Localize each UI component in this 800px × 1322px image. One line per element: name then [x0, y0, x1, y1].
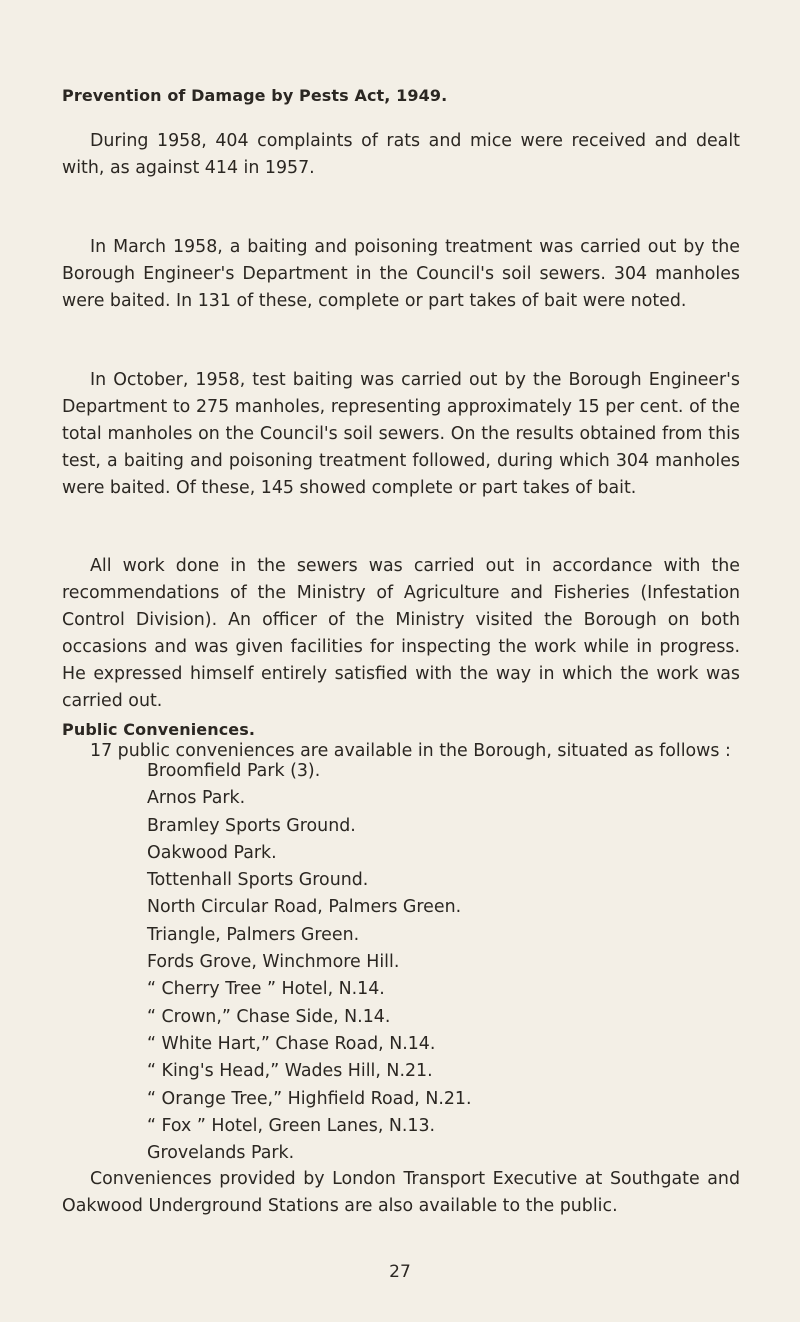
- list-item: North Circular Road, Palmers Green.: [147, 897, 462, 918]
- list-item: “ King's Head,” Wades Hill, N.21.: [147, 1061, 433, 1082]
- section-heading-public-conveniences: Public Conveniences.: [62, 720, 256, 739]
- paragraph-london-transport: Conveniences provided by London Transport Executive at Southgate and Oakwood Underground Stations are also available to the public.: [62, 1169, 740, 1216]
- list-item: Triangle, Palmers Green.: [147, 924, 360, 945]
- list-item: “ Cherry Tree ” Hotel, N.14.: [147, 979, 385, 1000]
- list-item: Fords Grove, Winchmore Hill.: [147, 952, 400, 973]
- paragraph-march-treatment: In March 1958, a baiting and poisoning treatment was carried out by the Borough Engineer's Department in the Council's soil sewers. 304 manholes were baited. In 131 of these, complete or part takes of bait were noted.: [62, 237, 740, 311]
- list-item: Broomfield Park (3).: [147, 761, 321, 781]
- list-item: Tottenhall Sports Ground.: [147, 870, 369, 891]
- list-item: “ Fox ” Hotel, Green Lanes, N.13.: [147, 1115, 436, 1136]
- page-number: 27: [389, 1262, 411, 1282]
- paragraph-october-treatment: In October, 1958, test baiting was carried out by the Borough Engineer's Department to 275 manholes, representing approximately 15 per cent. of the total manholes on the Council's soil sewers. On the results obtained from this test, a baiting and poisoning treatment followed, during which 304 manholes were baited. Of these, 145 showed complete or part takes of bait.: [62, 370, 740, 498]
- list-item: Arnos Park.: [147, 788, 246, 809]
- paragraph-complaints: During 1958, 404 complaints of rats and mice were received and dealt with, as against 414 in 1957.: [62, 131, 740, 178]
- list-item: “ Crown,” Chase Side, N.14.: [147, 1006, 391, 1027]
- list-item: Grovelands Park.: [147, 1143, 295, 1164]
- conveniences-list: [147, 758, 472, 1167]
- list-item: “ White Hart,” Chase Road, N.14.: [147, 1033, 436, 1054]
- paragraph-conveniences-intro: 17 public conveniences are available in the Borough, situated as follows :: [90, 741, 731, 761]
- list-item: “ Orange Tree,” Highfield Road, N.21.: [147, 1088, 472, 1109]
- list-item: Bramley Sports Ground.: [147, 815, 356, 836]
- paragraph-ministry: All work done in the sewers was carried out in accordance with the recommendations of the Ministry of Agriculture and Fisheries (Infestation Control Division). An officer of the Ministry visited the Borough on both occasions and was given facilities for inspecting the work while in progress. He expressed himself entirely satisfied with the way in which the work was carried out.: [62, 556, 740, 711]
- list-item: Oakwood Park.: [147, 842, 277, 863]
- section-heading-pests-act: Prevention of Damage by Pests Act, 1949.: [62, 86, 448, 105]
